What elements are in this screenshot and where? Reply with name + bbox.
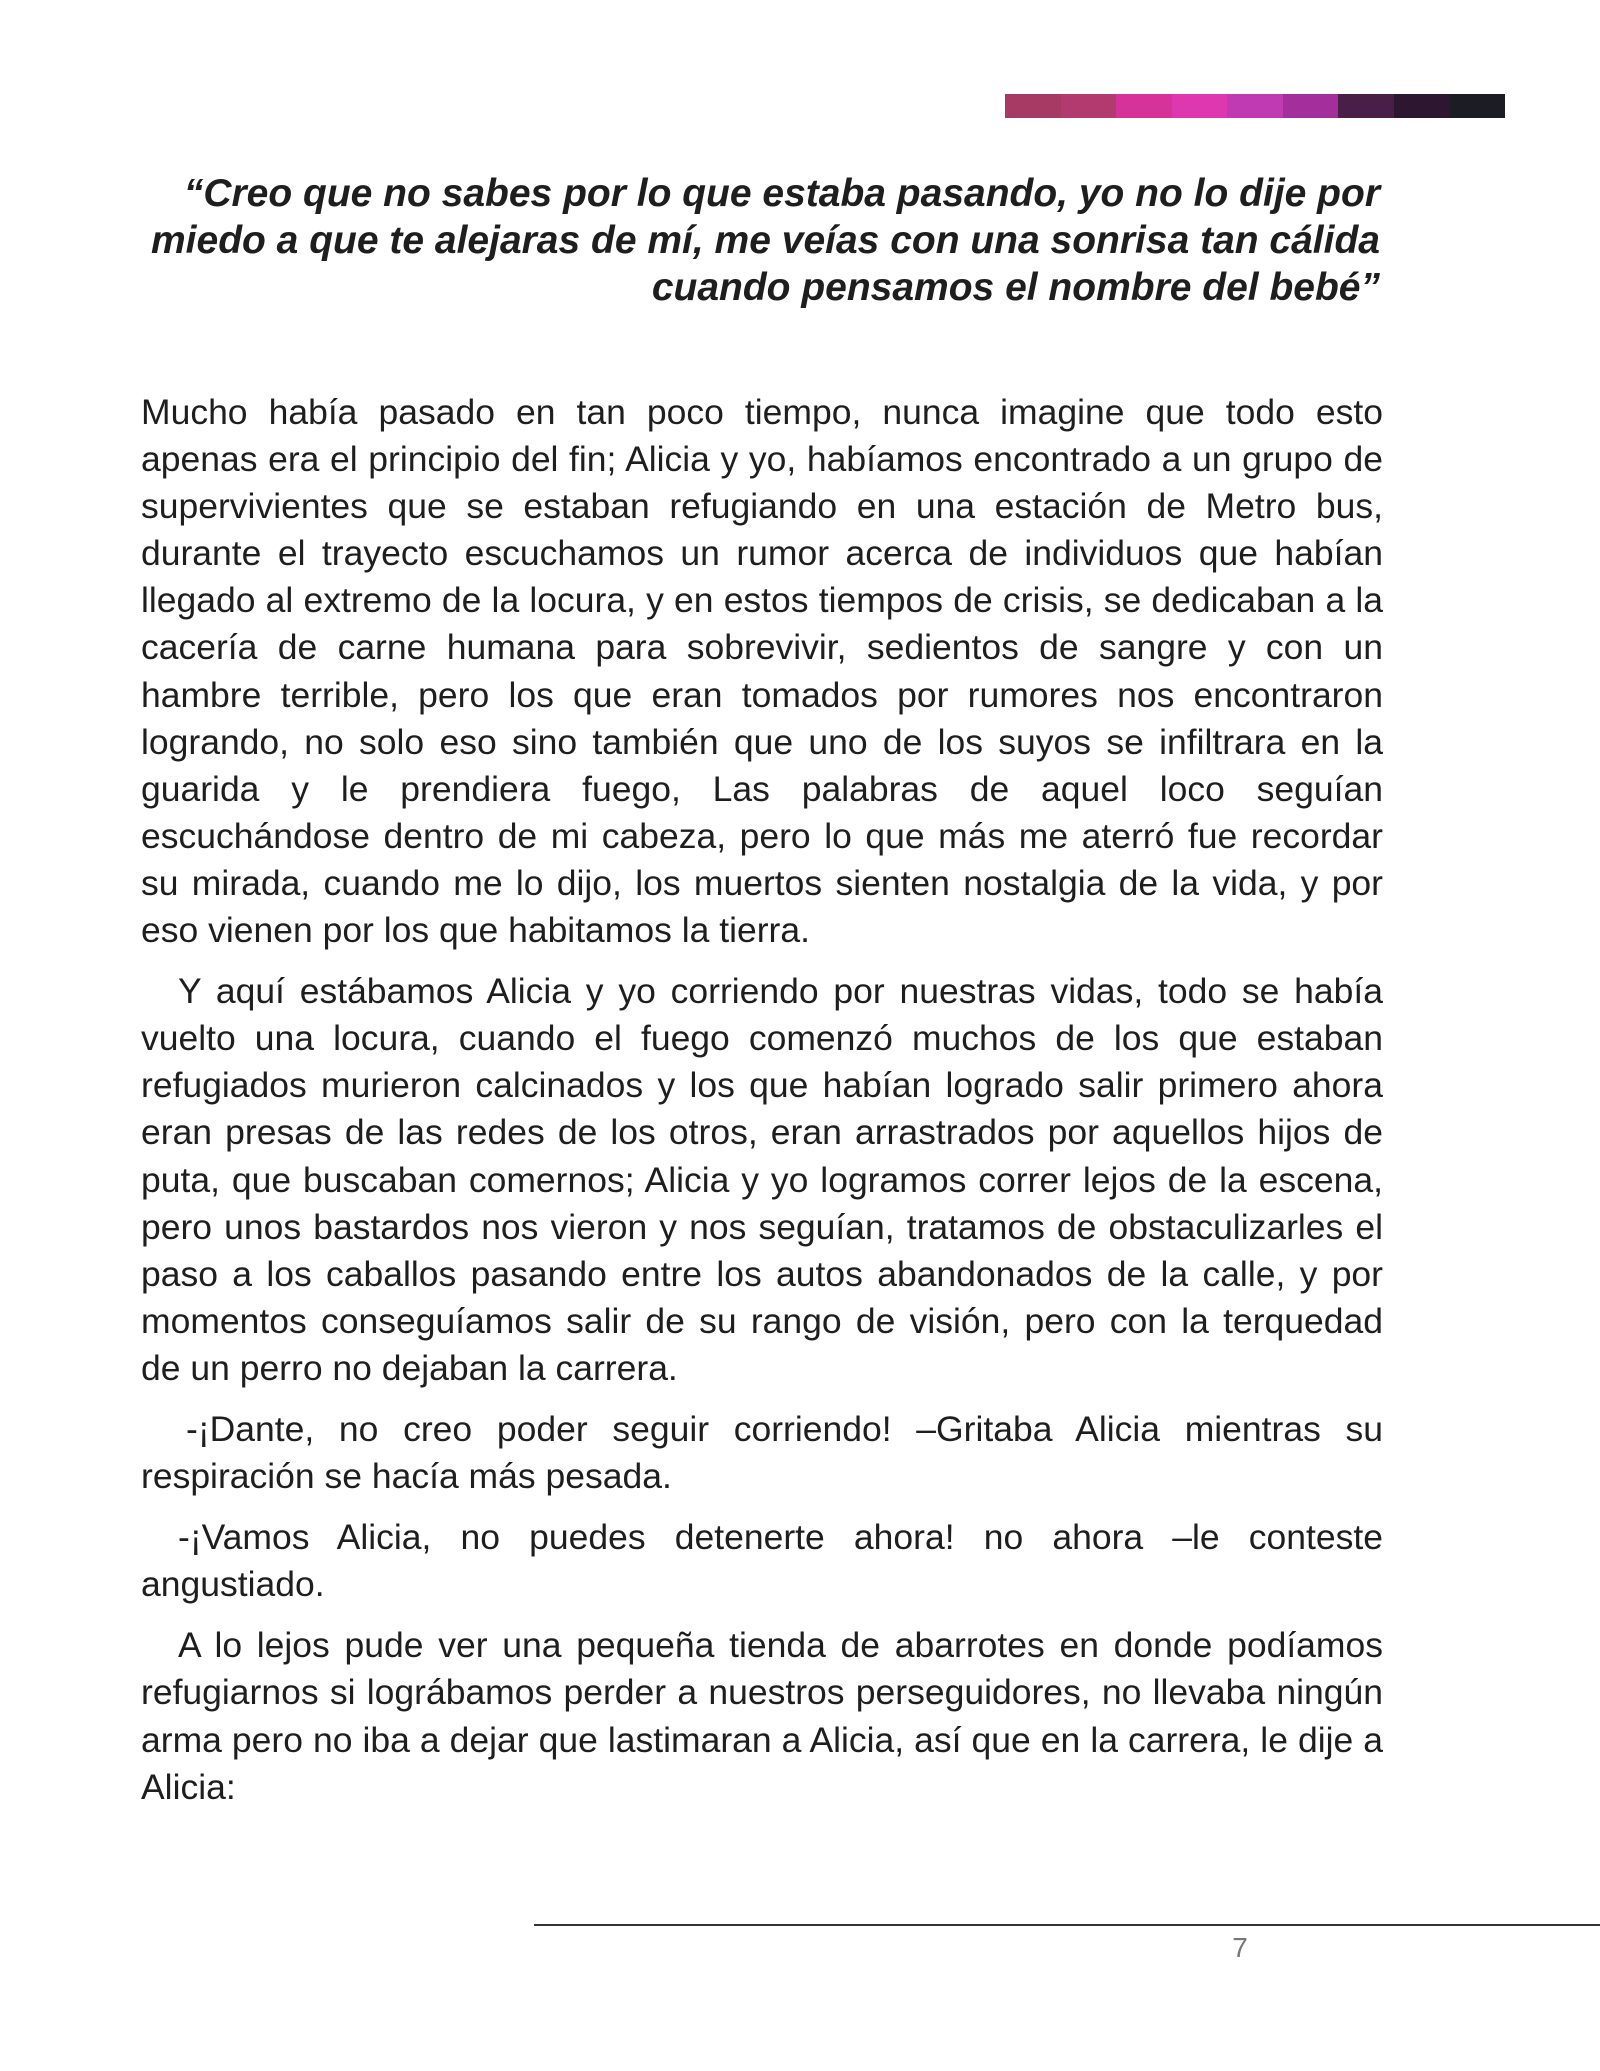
- paragraph-2: Y aquí estábamos Alicia y yo corriendo por nuestras vidas, todo se había vuelto una locura, cuando el fuego comenzó muchos de los que estaban refugiados murieron calcinados y los que habían logrado salir primero ahora eran presas de las redes de los otros, eran arrastrados por aquellos hijos de puta, que buscaban comernos; Alicia y yo logramos correr lejos de la escena, pero unos bastardos nos vieron y nos seguían, tratamos de obstaculizarles el paso a los caballos pasando entre los autos abandonados de la calle, y por momentos conseguíamos salir de su rango de visión, pero con la terquedad de un perro no dejaban la carrera.: [141, 971, 1383, 1388]
- color-segment: [1338, 94, 1394, 118]
- decorative-color-bar: [1005, 94, 1505, 118]
- paragraph-dialogue-alicia: -¡Dante, no creo poder seguir corriendo! –Gritaba Alicia mientras su respiración se hacía más pesada.: [141, 1408, 1383, 1497]
- color-segment: [1116, 94, 1172, 118]
- color-segment: [1394, 94, 1450, 118]
- epigraph-quote: “Creo que no sabes por lo que estaba pasando, yo no lo dije por miedo a que te alejaras de mí, me veías con una sonrisa tan cálida cuando pensamos el nombre del bebé”: [151, 172, 1380, 309]
- color-segment: [1283, 94, 1339, 118]
- footer-rule: [534, 1924, 1600, 1926]
- color-segment: [1005, 94, 1061, 118]
- paragraph-dialogue-dante: -¡Vamos Alicia, no puedes detenerte ahora! no ahora –le conteste angustiado.: [141, 1517, 1383, 1605]
- color-segment: [1061, 94, 1117, 118]
- paragraph-1: Mucho había pasado en tan poco tiempo, nunca imagine que todo esto apenas era el principio del fin; Alicia y yo, habíamos encontrado a un grupo de supervivientes que se estaban refugiando en una estación de Metro bus, durante el trayecto escuchamos un rumor acerca de individuos que habían llegado al extremo de la locura, y en estos tiempos de crisis, se dedicaban a la cacería de carne humana para sobrevivir, sedientos de sangre y con un hambre terrible, pero los que eran tomados por rumores nos encontraron logrando, no solo eso sino también que uno de los suyos se infiltrara en la guarida y le prendiera fuego, Las palabras de aquel loco seguían escuchándose dentro de mi cabeza, pero lo que más me aterró fue recordar su mirada, cuando me lo dijo, los muertos sienten nostalgia de la vida, y por eso vienen por los que habitamos la tierra.: [141, 392, 1383, 951]
- color-segment: [1450, 94, 1506, 118]
- color-segment: [1172, 94, 1228, 118]
- color-segment: [1227, 94, 1283, 118]
- body-text: [141, 389, 1383, 1825]
- page-number: 7: [1232, 1932, 1248, 1963]
- paragraph-5: A lo lejos pude ver una pequeña tienda de abarrotes en donde podíamos refugiarnos si lográbamos perder a nuestros perseguidores, no llevaba ningún arma pero no iba a dejar que lastimaran a Alicia, así que en la carrera, le dije a Alicia:: [141, 1625, 1383, 1807]
